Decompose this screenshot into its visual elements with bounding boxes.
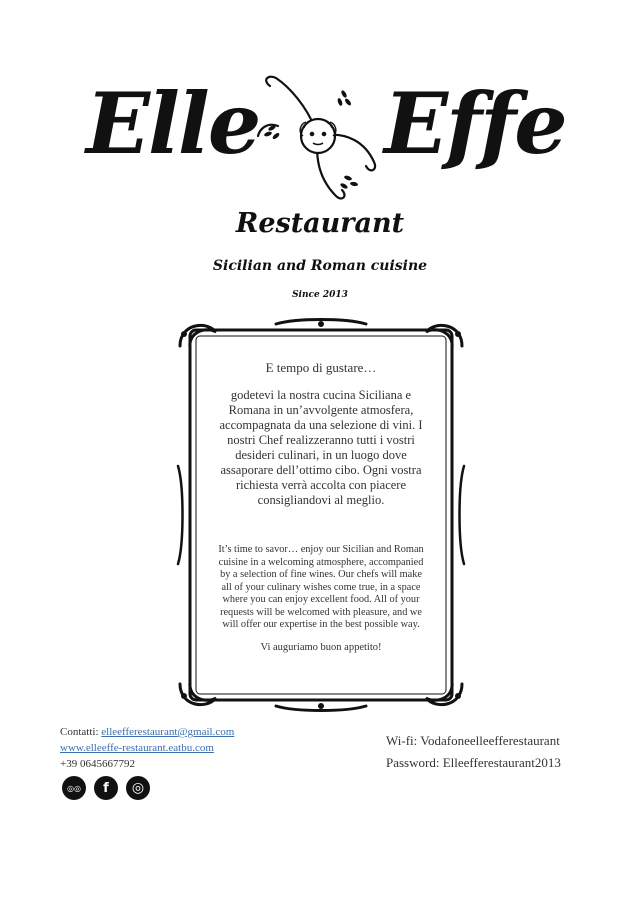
english-description: It’s time to savor… enjoy our Sicilian and Roman cuisine in a welcoming atmosphere, accompanied by a selection of fine wines. Our chefs will make all of your culinary wishes come true, in a space where you can enjoy excellent food. All of your requests will be welcomed with pleasure, and we will offer our expertise in the best possible way. (218, 544, 424, 630)
restaurant-logo (0, 60, 640, 210)
wifi-info (386, 730, 561, 774)
instagram-icon[interactable]: ◎ (126, 776, 150, 800)
facebook-icon[interactable]: f (94, 776, 118, 800)
logo-word-elle: Elle (86, 74, 260, 173)
social-links (62, 776, 150, 800)
contacts-block (60, 724, 234, 772)
logo-word-effe: Effe (384, 74, 566, 173)
since-year: Since 2013 (292, 290, 348, 300)
website-link[interactable]: www.elleeffe-restaurant.eatbu.com (60, 742, 214, 754)
italian-description: godetevi la nostra cucina Siciliana e Romana in un’avvolgente atmosfera, accompagnata da una selezione di vini. I nostri Chef realizzeranno tutti i vostri desideri culinari, in un luogo dove assaporare dell’ottimo cibo. Ogni vostra richiesta verrà accolta con piacere consigliandovi al meglio. (219, 388, 423, 507)
contacts-label: Contatti: (60, 726, 102, 738)
cuisine-subtitle: Sicilian and Roman cuisine (212, 258, 428, 274)
menu-intro (216, 360, 426, 653)
phone-number: +39 0645667792 (60, 758, 135, 770)
tripadvisor-icon[interactable]: ◎◎ (62, 776, 86, 800)
wifi-network: Wi-fi: Vodafoneelleefferestaurant (386, 733, 560, 748)
greeting-text: E tempo di gustare… (265, 360, 377, 375)
closing-text: Vi auguriamo buon appetito! (260, 641, 382, 653)
wifi-password: Password: Elleefferestaurant2013 (386, 755, 561, 770)
restaurant-title: Restaurant (235, 208, 405, 239)
triskelion-icon (248, 66, 388, 206)
contact-website-line (60, 740, 234, 756)
email-link[interactable]: elleefferestaurant@gmail.com (101, 726, 235, 738)
contact-email-line (60, 724, 234, 740)
